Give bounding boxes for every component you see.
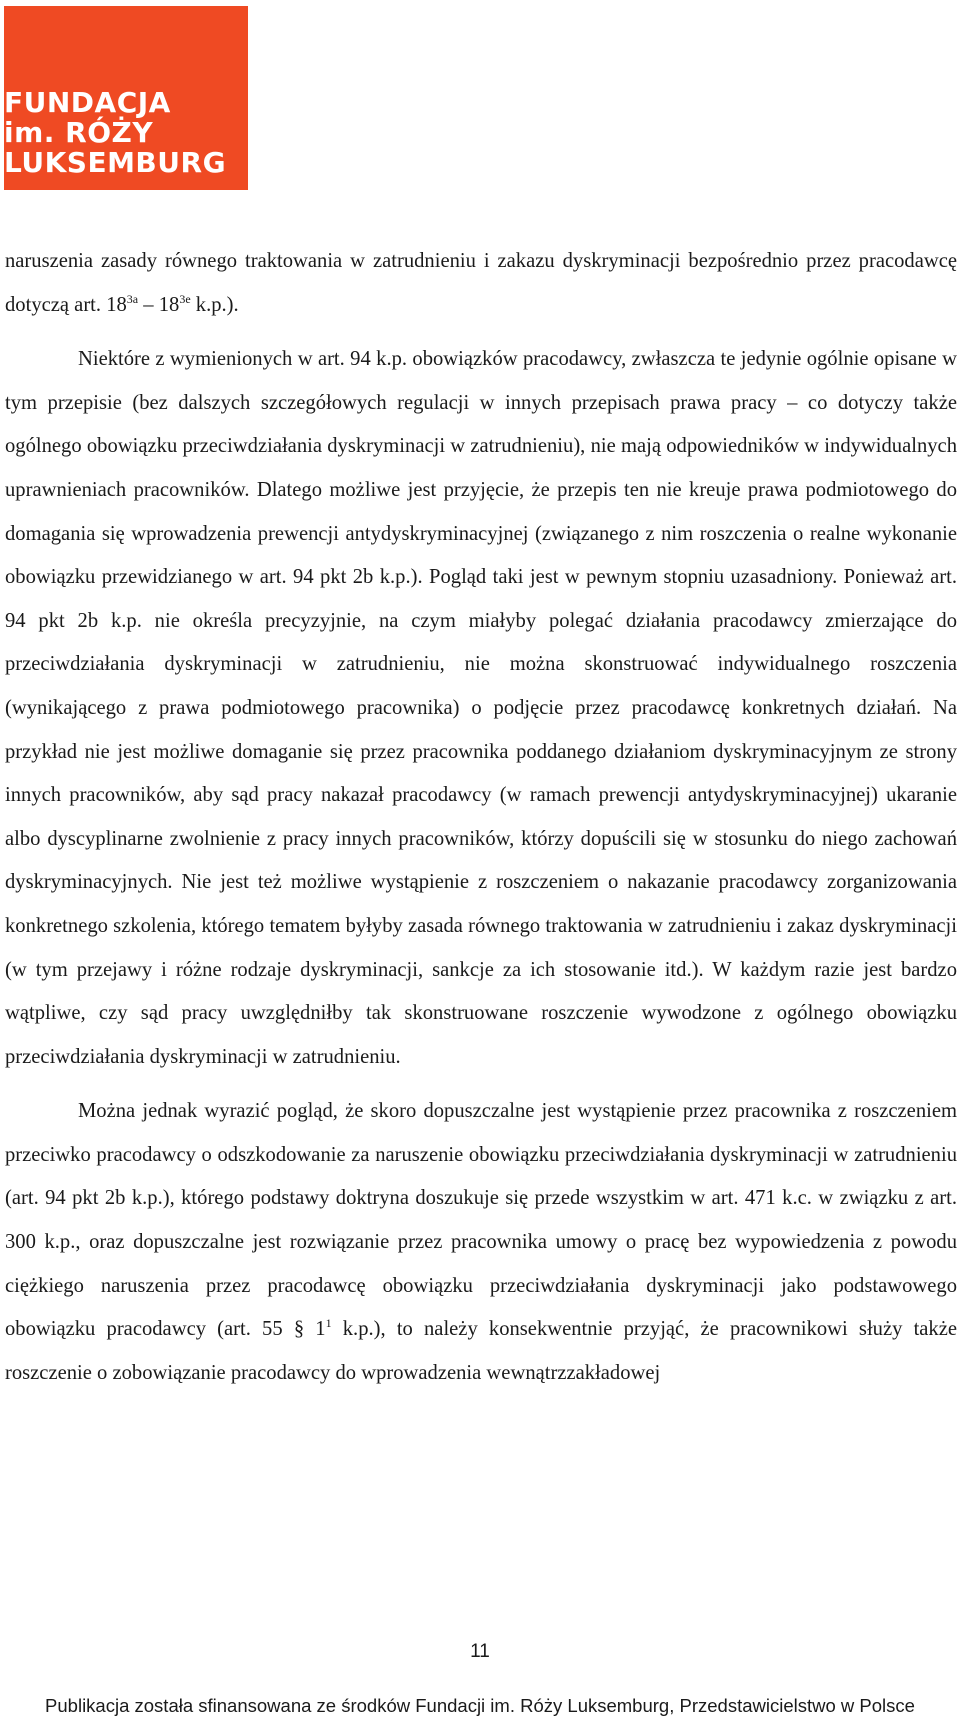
paragraph-2: Niektóre z wymienionych w art. 94 k.p. obowiązków pracodawcy, zwłaszcza te jedynie ogólnie opisane w tym przepisie (bez dalszych szczegółowych regulacji w innych przepisach prawa pracy – co dotyczy także ogólnego obowiązku przeciwdziałania dyskryminacji w zatrudnieniu), nie mają odpowiedników w indywidualnych uprawnieniach pracowników. Dlatego możliwe jest przyjęcie, że przepis ten nie kreuje prawa podmiotowego do domagania się wprowadzenia prewencji antydyskryminacyjnej (związanego z nim roszczenia o realne wykonanie obowiązku przewidzianego w art. 94 pkt 2b k.p.). Pogląd taki jest w pewnym stopniu uzasadniony. Ponieważ art. 94 pkt 2b k.p. nie określa precyzyjnie, na czym miałyby polegać działania pracodawcy zmierzające do przeciwdziałania dyskryminacji w zatrudnieniu, nie można skonstruować indywidualnego roszczenia (wynikającego z prawa podmiotowego pracownika) o podjęcie przez pracodawcę konkretnych działań. Na przykład nie jest możliwe domaganie się przez pracownika poddanego działaniom dyskryminacyjnym ze strony innych pracowników, aby sąd pracy nakazał pracodawcy (w ramach prewencji antydyskryminacyjnej) ukaranie albo dyscyplinarne zwolnienie z pracy innych pracowników, którzy dopuścili się w stosunku do niego zachowań dyskryminacyjnych. Nie jest też możliwe wystąpienie z roszczeniem o nakazanie pracodawcy zorganizowania konkretnego szkolenia, którego tematem byłyby zasada równego traktowania w zatrudnieniu i zakaz dyskryminacji (w tym przejawy i różne rodzaje dyskryminacji, sankcje za ich stosowanie itd.). W każdym razie jest bardzo wątpliwe, czy sąd pracy uwzględniłby tak skonstruowane roszczenie wywodzone z ogólnego obowiązku przeciwdziałania dyskryminacji w zatrudnieniu.	[5, 348, 957, 1068]
paragraph-1-text: naruszenia zasady równego traktowania w zatrudnieniu i zakazu dyskryminacji bezpośrednio przez pracodawcę dotyczą art. 18	[5, 250, 957, 316]
logo-text-line-1: FUNDACJA	[4, 86, 171, 119]
paragraph-3-text: Można jednak wyrazić pogląd, że skoro dopuszczalne jest wystąpienie przez pracownika z roszczeniem przeciwko pracodawcy o odszkodowanie za naruszenie obowiązku przeciwdziałania dyskryminacji w zatrudnieniu (art. 94 pkt 2b k.p.), którego podstawy doktryna doszukuje się przede wszystkim w art. 471 k.c. w związku z art. 300 k.p., oraz dopuszczalne jest rozwiązanie przez pracownika umowy o pracę bez wypowiedzenia z powodu ciężkiego naruszenia przez pracodawcę obowiązku przeciwdziałania dyskryminacji jako podstawowego obowiązku pracodawcy (art. 55 § 1	[5, 1100, 957, 1341]
superscript-3e: 3e	[179, 291, 191, 306]
paragraph-3-end: k.p.), to należy konsekwentnie przyjąć, że pracownikowi służy także roszczenie o zobowiązanie pracodawcy do wprowadzenia wewnątrzzakładowej	[5, 1318, 958, 1384]
logo-text-line-2: im. RÓŻY	[4, 116, 154, 149]
paragraph-1-mid: – 18	[138, 293, 180, 316]
logo-text-line-3: LUKSEMBURG	[4, 146, 227, 179]
document-body	[5, 240, 957, 1395]
footer-funding-note: Publikacja została sfinansowana ze środków Fundacji im. Róży Luksemburg, Przedstawicielstwo w Polsce	[45, 1695, 915, 1716]
foundation-logo	[4, 6, 248, 190]
paragraph-3	[5, 1090, 957, 1395]
page-number: 11	[470, 1641, 490, 1662]
paragraph-1-end: k.p.).	[190, 293, 239, 316]
superscript-1: 1	[325, 1316, 332, 1331]
superscript-3a: 3a	[126, 291, 139, 306]
paragraph-1	[5, 240, 957, 327]
